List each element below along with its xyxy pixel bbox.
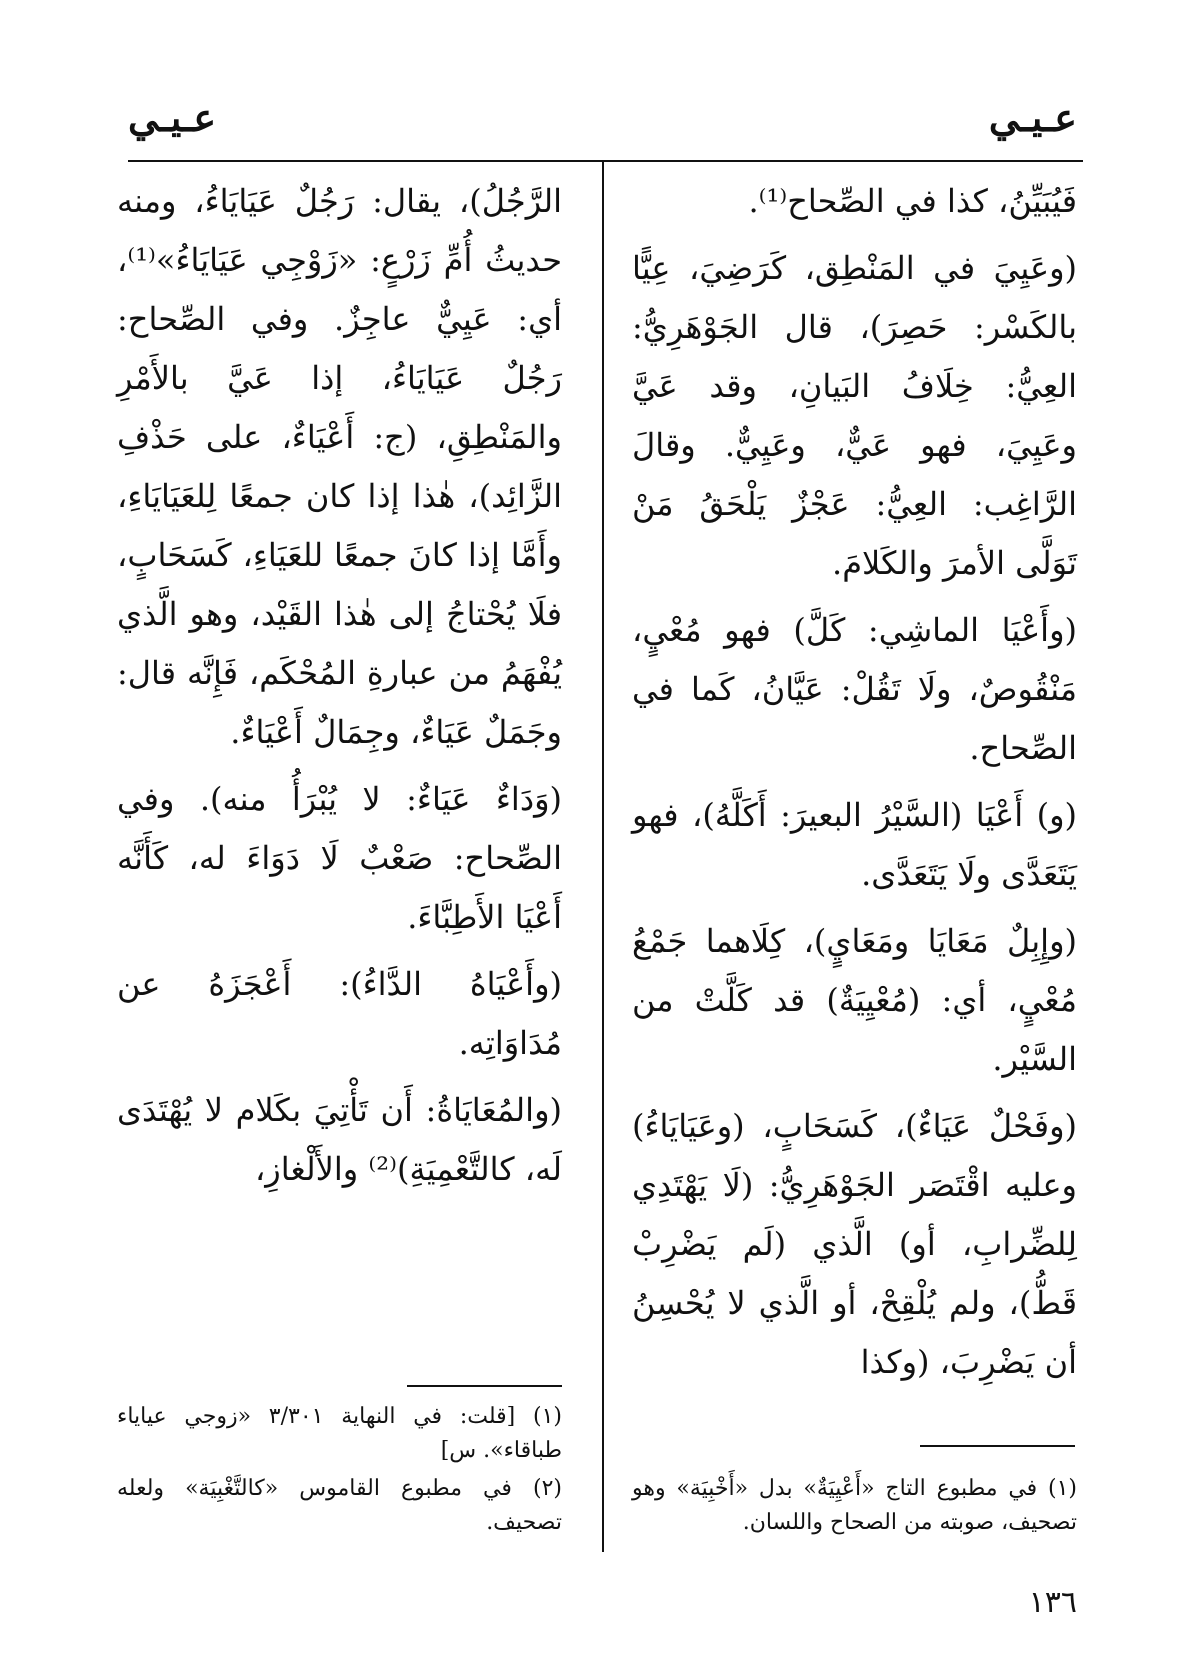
footnote: (٢) في مطبوع القاموس «كالتَّغْبِيَة» ولعله تصحيف. (117, 1476, 562, 1535)
page-number: ١٣٦ (1028, 1585, 1077, 1620)
footnotes-left (117, 1400, 562, 1544)
paragraph: (وَدَاءٌ عَيَاءٌ: لا يُبْرَأُ منه). وفي الصِّحاح: صَعْبٌ لَا دَوَاءَ له، كَأَنَّه أَعْيَا الأَطِبَّاءَ. (117, 780, 562, 936)
paragraph: (وأَعْيَاهُ الدَّاءُ): أَعْجَزَهُ عن مُدَاوَاتِه. (117, 965, 562, 1062)
paragraph: (وأَعْيَا الماشِي: كَلَّ) فهو مُعْيٍ، مَنْقُوصٌ، ولَا تَقُلْ: عَيَّانُ، كَما في الصِّحاح. (632, 611, 1077, 767)
paragraph: (و) أَعْيَا (السَّيْرُ البعيرَ: أَكَلَّهُ)، فهو يَتَعَدَّى ولَا يَتَعَدَّى. (632, 796, 1077, 893)
paragraph: الرَّجُلُ)، يقال: رَجُلٌ عَيَايَاءُ، ومنه حديثُ أُمِّ زَرْعٍ: «زَوْجِي عَيَايَاءُ»⁽¹⁾، أي: عَيِيٌّ عاجِزٌ. وفي الصِّحاح: رَجُلٌ عَيَايَاءُ، إذا عَيَّ بالأَمْرِ والمَنْطِقِ، (ج: أَعْيَاءٌ، على حَذْفِ الزَّائِد)، هٰذا إذا كان جمعًا لِلعَيَايَاءِ، وأَمَّا إذا كانَ جمعًا للعَيَاءِ، كَسَحَابٍ، فلَا يُحْتاجُ إلى هٰذا القَيْد، وهو الَّذي يُفْهَمُ من عبارةِ المُحْكَم، فَإِنَّه قال: وجَمَلٌ عَيَاءٌ، وجِمَالٌ أَعْيَاءٌ. (117, 182, 562, 751)
left-column (117, 172, 562, 1207)
paragraph: (والمُعَايَاةُ: أَن تَأْتِيَ بكَلام لا يُهْتَدَى لَه، كالتَّعْمِيَةِ)⁽²⁾ والأَلْغازِ، (117, 1091, 562, 1188)
paragraph: فَيُبَيِّنُ، كذا في الصِّحاح⁽¹⁾. (748, 182, 1077, 220)
paragraph: (وفَحْلٌ عَيَاءٌ)، كَسَحَابٍ، (وعَيَايَاءُ) وعليه اقْتَصَر الجَوْهَرِيُّ: (لَا يَهْتَدِي لِلضِّرابِ، أو) الَّذي (لَم يَضْرِبْ قَطُّ)، ولم يُلْقِحْ، أو الَّذي لا يُحْسِنُ أن يَضْرِبَ، (وكذا (632, 1107, 1077, 1381)
running-header-left: عـيـي (128, 95, 217, 140)
paragraph: (وإِبِلٌ مَعَايَا ومَعَايٍ)، كِلَاهما جَمْعُ مُعْيٍ، أي: (مُعْيِيَةٌ) قد كَلَّتْ من السَّيْر. (632, 922, 1077, 1078)
running-header-right: عـيـي (988, 95, 1077, 140)
paragraph: (وعَيِيَ في المَنْطِق، كَرَضِيَ، عِيًّا بالكَسْر: حَصِرَ)، قال الجَوْهَرِيُّ: العِيُّ: خِلَافُ البَيانِ، وقد عَيَّ وعَيِيَ، فهو عَيٌّ، وعَيِيٌّ. وقالَ الرَّاغِب: العِيُّ: عَجْزٌ يَلْحَقُ مَنْ تَوَلَّى الأمرَ والكَلامَ. (632, 249, 1077, 582)
header-rule (128, 160, 1083, 162)
footnote-rule-left (407, 1385, 562, 1387)
footnote: (١) [قلت: في النهاية ٣/٣٠١ «زوجي عياياء طباقاء». س] (117, 1404, 562, 1463)
column-divider (602, 162, 604, 1552)
footnote-rule-right (920, 1445, 1075, 1447)
footnote: (١) في مطبوع التاج «أَعْيِيَةٌ» بدل «أَخْبِيَة» وهو تصحيف، صوبته من الصحاح واللسان. (632, 1476, 1077, 1535)
footnotes-right (632, 1472, 1077, 1544)
right-column (632, 172, 1077, 1400)
